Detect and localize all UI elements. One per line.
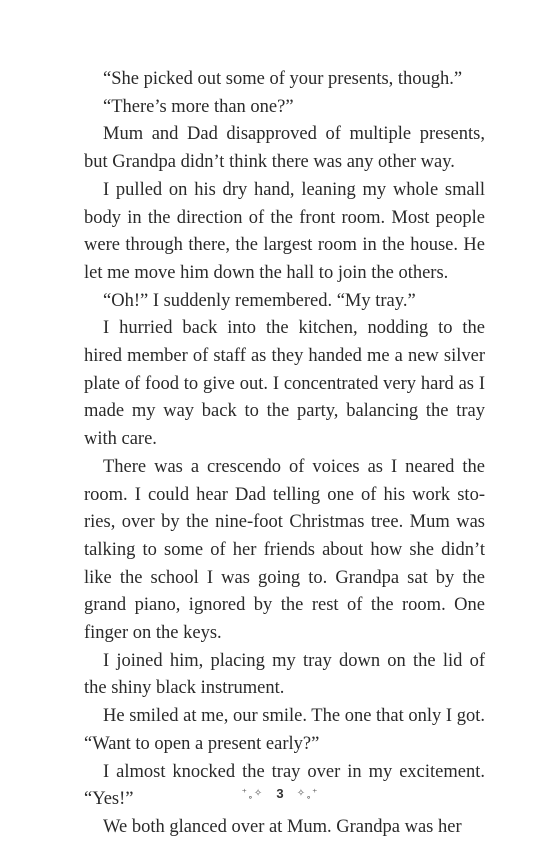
paragraph-9: He smiled at me, our smile. The one that only I got. “Want to open a present early?” [84,706,485,754]
paragraph-11: We both glanced over at Mum. Grandpa was her [103,816,462,837]
paragraph-8: I joined him, placing my tray down on the lid of the shiny black instrument. [84,650,485,699]
paragraph-2: “There’s more than one?” [103,96,294,117]
paragraph-6: I hurried back into the kitchen, nodding to the hired member of staff as they handed me a new silver plate of food to give out. I concentrated very hard as I made my way back to the party, balancing the tray with care. [84,318,485,450]
paragraph-7: There was a crescendo of voices as I neared the room. I could hear Dad telling one of his work stories, over by the nine-foot Christmas tree. Mum was talking to some of her friends about how she didn’t like the school I was going to. Grandpa sat by the grand piano, ignored by the rest of the room. One finger on the keys. [84,456,485,644]
sparkle-ornament-left-icon: ⁺˳✧ [241,788,264,799]
paragraph-1: “She picked out some of your presents, though.” [103,69,463,89]
page-body [84,66,485,842]
paragraph-5: “Oh!” I suddenly remembered. “My tray.” [103,290,416,311]
page-footer [0,783,560,802]
page-number: 3 [276,786,284,801]
sparkle-ornament-right-icon: ✧˳⁺ [296,788,319,799]
paragraph-4: I pulled on his dry hand, leaning my whole small body in the direction of the front room. Most people were through there, the largest room in the house. He let me move him down the hall to join the others. [84,179,485,283]
paragraph-10: I almost knocked the tray over in my excitement. “Yes!” [84,761,485,810]
paragraph-3: Mum and Dad disapproved of multiple presents, but Grandpa didn’t think there was any other way. [84,124,485,173]
